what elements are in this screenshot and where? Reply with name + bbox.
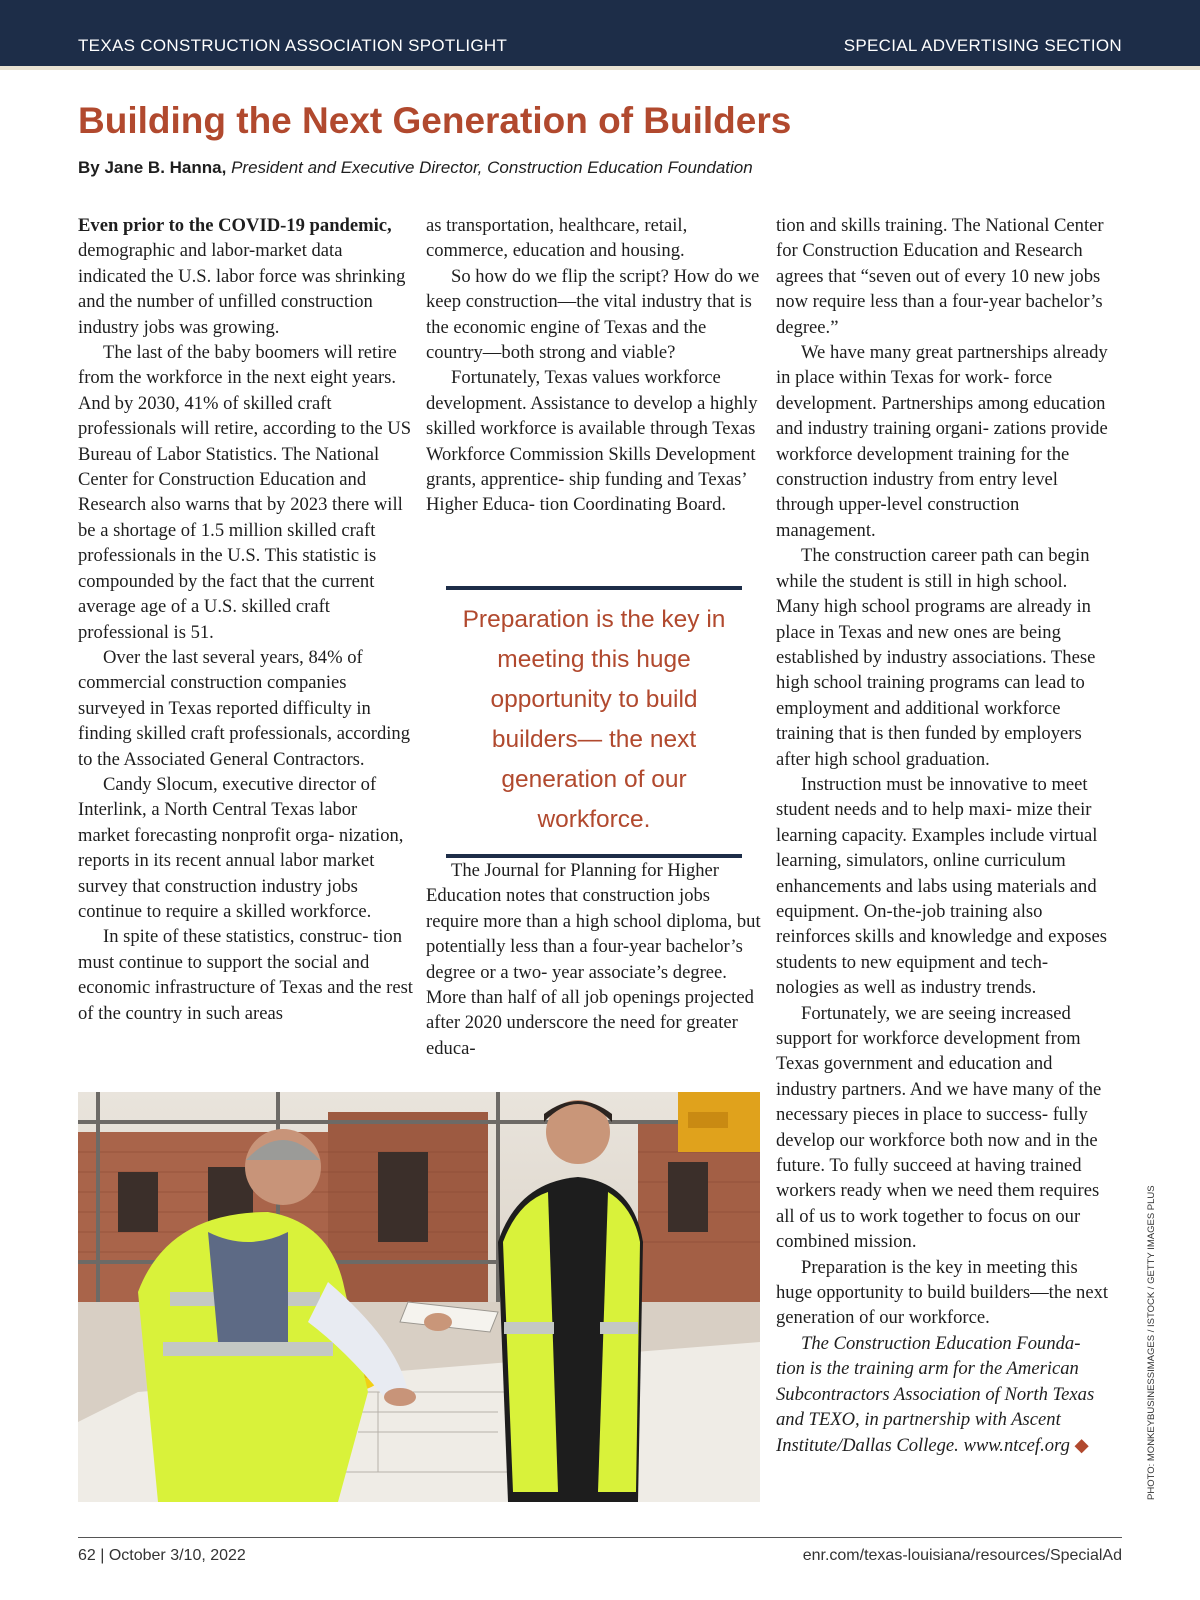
section-title: TEXAS CONSTRUCTION ASSOCIATION SPOTLIGHT	[78, 36, 508, 55]
photo-credit-text: PHOTO: MONKEYBUSINESSIMAGES / ISTOCK / GETTY IMAGES PLUS	[1146, 1185, 1157, 1500]
byline-title: President and Executive Director, Construction Education Foundation	[231, 158, 753, 177]
paragraph: The construction career path can begin while the student is still in high school. Many high school programs are already in place in Texas and new ones are being established by industry associations. These high school training programs can lead to employment and additional workforce training that is then funded by employers after high school graduation.	[776, 545, 1096, 770]
paragraph: Fortunately, we are seeing increased support for workforce development from Texas government and education and industry partners. And we have many of the necessary pieces in place to success- fully develop our workforce both now and in the future. To fully succeed at having trained workers ready when we need them requires all of us to work together to focus on our combined mission.	[776, 1002, 1102, 1253]
pull-quote-text: Preparation is the key in meeting this huge opportunity to build builders— the next generation of our workforce.	[462, 606, 726, 833]
paragraph: Instruction must be innovative to meet student needs and to help maxi- mize their learning capacity. Examples include virtual learning, simulators, online curriculum enhancements and labs using materials and equipment. On-the-job training also reinforces skills and knowledge and exposes students to new equipment and tech- nologies as well as industry trends.	[776, 773, 1107, 999]
paragraph	[78, 213, 413, 340]
construction-workers-illustration	[78, 1092, 760, 1502]
column-2-top	[426, 213, 761, 518]
paragraph: The last of the baby boomers will retire from the workforce in the next eight years. And by 2030, 41% of skilled craft professionals will retire, according to the US Bureau of Labor Statistics. The National Center for Construction Education and Research also warns that by 2023 there will be a shortage of 1.5 million skilled craft professionals in the U.S. This statistic is compounded by the fact that the current average age of a U.S. skilled craft professional is 51.	[78, 342, 412, 643]
paragraph: as transportation, healthcare, retail, commerce, education and housing.	[426, 215, 688, 262]
byline-author: By Jane B. Hanna,	[78, 158, 227, 177]
end-mark-icon: ◆	[1074, 1434, 1089, 1456]
paragraph: In spite of these statistics, construc- tion must continue to support the social and economic infrastructure of Texas and the rest of the country in such areas	[78, 926, 413, 1024]
photo-credit	[1146, 1185, 1158, 1500]
column-1	[78, 213, 413, 1026]
paragraph: Preparation is the key in meeting this huge opportunity to build builders—the next generation of our workforce.	[776, 1256, 1109, 1329]
paragraph-text: demographic and labor-market data indicated the U.S. labor force was shrinking and the number of unfilled construction industry jobs was growing.	[78, 240, 406, 338]
header-divider	[0, 66, 1200, 70]
paragraph: Over the last several years, 84% of commercial construction companies surveyed in Texas reported difficulty in finding skilled craft professionals, according to the Associated General Contractors.	[78, 646, 411, 770]
pull-quote-rule-top	[446, 586, 742, 590]
paragraph: Candy Slocum, executive director of Interlink, a North Central Texas labor market forecasting nonprofit orga- nization, reports in its recent annual labor market survey that construction industry jobs continue to require a skilled workforce.	[78, 773, 404, 922]
byline	[78, 158, 753, 178]
footer-divider	[78, 1537, 1122, 1538]
paragraph: tion and skills training. The National Center for Construction Education and Research agrees that “seven out of every 10 new jobs now require less than a four-year bachelor’s degree.”	[776, 215, 1104, 338]
column-3	[776, 213, 1111, 1458]
header-bar	[0, 0, 1200, 66]
lead-in: Even prior to the COVID-19 pandemic,	[78, 215, 392, 236]
pull-quote	[446, 586, 742, 858]
section-label: SPECIAL ADVERTISING SECTION	[843, 36, 1122, 55]
footer-url: enr.com/texas-louisiana/resources/SpecialAd	[802, 1547, 1122, 1564]
closing-note	[776, 1331, 1111, 1458]
page-number-date: 62 | October 3/10, 2022	[78, 1547, 246, 1564]
article-photo	[78, 1092, 760, 1502]
closing-note-text: The Construction Education Founda- tion is the training arm for the American Subcontractors Association of North Texas and TEXO, in partnership with Ascent Institute/Dallas College. www.ntcef.org	[776, 1332, 1095, 1456]
paragraph: Fortunately, Texas values workforce development. Assistance to develop a highly skilled workforce is available through Texas Workforce Commission Skills Development grants, apprentice- ship funding and Texas’ Higher Educa- tion Coordinating Board.	[426, 367, 758, 516]
article-title: Building the Next Generation of Builders	[78, 100, 792, 141]
column-2-bottom	[426, 858, 761, 1061]
paragraph: So how do we flip the script? How do we keep construction—the vital industry that is the economic engine of Texas and the country—both strong and viable?	[426, 265, 760, 364]
paragraph: The Journal for Planning for Higher Education notes that construction jobs require more than a high school diploma, but potentially less than a four-year bachelor’s degree or a two- year associate’s degree. More than half of all job openings projected after 2020 underscore the need for greater educa-	[426, 860, 761, 1059]
paragraph: We have many great partnerships already in place within Texas for work- force development. Partnerships among education and industry training organi- zations provide workforce development training for the construction industry from entry level through upper-level construction management.	[776, 342, 1108, 541]
